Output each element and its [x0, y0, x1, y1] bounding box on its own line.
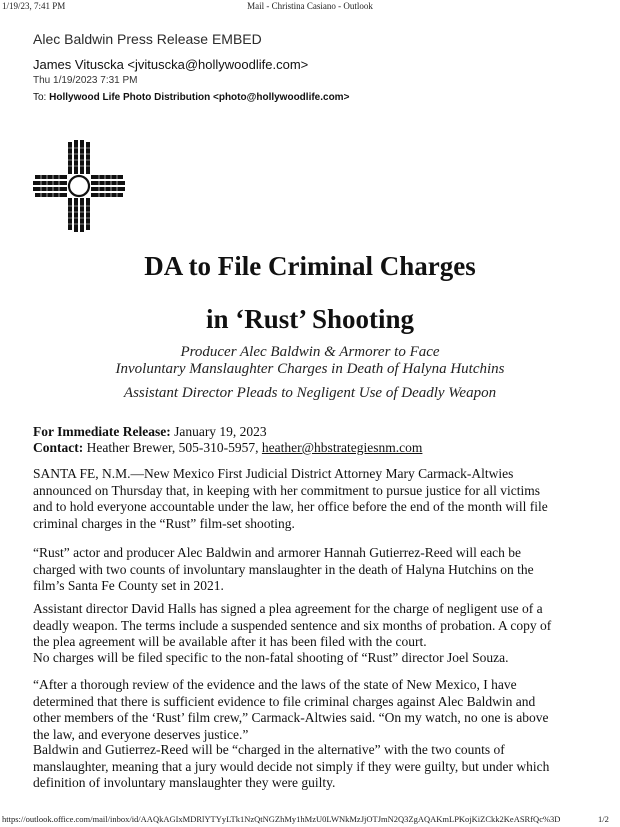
paragraph-line: film’s Santa Fe County set in 2021. — [33, 578, 224, 593]
paragraph-line: the law, and everyone deserves justice.” — [33, 726, 249, 742]
paragraph-line: No charges will be filed specific to the non-fatal shooting of “Rust” director Joel Souza. — [33, 650, 509, 665]
paragraph-line: definition of involuntary manslaughter they were guilty. — [33, 775, 336, 790]
paragraph-line: determined that there is sufficient evidence to file criminal charges against Alec Baldwin and — [33, 693, 536, 709]
paragraph-line: Assistant director David Halls has signed a plea agreement for the charge of negligent use of a — [33, 601, 543, 616]
paragraph-3 — [33, 601, 593, 651]
zia-sun-symbol-icon — [33, 140, 125, 232]
print-datetime: 1/19/23, 7:41 PM — [2, 1, 66, 11]
print-window-title: Mail - Christina Casiano - Outlook — [247, 1, 373, 11]
immediate-release-label: For Immediate Release: — [33, 424, 171, 439]
immediate-release-value: January 19, 2023 — [174, 424, 267, 439]
email-subject: Alec Baldwin Press Release EMBED — [33, 31, 262, 47]
paragraph-line: deadly weapon. The terms include a suspended sentence and six months of probation. A copy of — [33, 617, 552, 633]
email-sender[interactable]: James Vituscka <jvituscka@hollywoodlife.com> — [33, 57, 309, 72]
contact-label: Contact: — [33, 440, 84, 455]
to-label: To: — [33, 92, 47, 103]
paragraph-4 — [33, 650, 593, 667]
email-recipients[interactable] — [33, 92, 349, 103]
print-url: https://outlook.office.com/mail/inbox/id/AAQkAGIxMDRlYTYyLTk1NzQtNGZhMy1hMzU0LWNkMzJjOTJmN2Q3ZgAQAKmLPKojKiZCkk2KeASRfQc%3D — [2, 814, 561, 824]
contact-email-link[interactable]: heather@hbstrategiesnm.com — [261, 440, 423, 455]
subhead-line-1: Producer Alec Baldwin & Armorer to Face — [180, 344, 440, 360]
paragraph-line: charged with two counts of involuntary manslaughter in the death of Halyna Hutchins on the — [33, 561, 534, 577]
paragraph-line: SANTA FE, N.M.—New Mexico First Judicial District Attorney Mary Carmack-Altwies — [33, 466, 514, 481]
release-date-line — [33, 424, 267, 440]
paragraph-line: the plea agreement will be available after it has been filed with the court. — [33, 634, 427, 649]
paragraph-line: and to hold everyone accountable under the law, her office before the end of the month will file — [33, 499, 548, 514]
paragraph-line: announced on Thursday that, in keeping with her commitment to pursue justice for all victims — [33, 482, 541, 498]
contact-line — [33, 440, 422, 456]
paragraph-line: criminal charges in the “Rust” film-set shooting. — [33, 515, 295, 531]
paragraph-line: manslaughter, meaning that a jury would decide not simply if they were guilty, but under which — [33, 758, 550, 774]
to-value[interactable]: Hollywood Life Photo Distribution <photo@hollywoodlife.com> — [49, 92, 350, 103]
headline-line-2: in ‘Rust’ Shooting — [205, 304, 415, 334]
paragraph-line: “After a thorough review of the evidence and the laws of the state of New Mexico, I have — [33, 677, 517, 692]
paragraph-line: Baldwin and Gutierrez-Reed will be “charged in the alternative” with the two counts of — [33, 742, 505, 757]
paragraph-line: other members of the ‘Rust’ film crew,” Carmack-Altwies said. “On my watch, no one is above — [33, 710, 549, 725]
paragraph-line: “Rust” actor and producer Alec Baldwin and armorer Hannah Gutierrez-Reed will each be — [33, 545, 522, 560]
headline-line-1: DA to File Criminal Charges — [144, 251, 476, 281]
paragraph-1 — [33, 466, 593, 532]
paragraph-6 — [33, 742, 593, 792]
paragraph-5 — [33, 677, 593, 743]
subhead-line-3: Assistant Director Pleads to Negligent Use of Deadly Weapon — [123, 385, 497, 401]
contact-value: Heather Brewer, 505-310-5957, — [86, 440, 262, 455]
print-page-number: 1/2 — [598, 814, 609, 824]
subhead-line-2: Involuntary Manslaughter Charges in Death of Halyna Hutchins — [115, 361, 505, 377]
email-date: Thu 1/19/2023 7:31 PM — [33, 75, 138, 86]
paragraph-2 — [33, 545, 593, 595]
